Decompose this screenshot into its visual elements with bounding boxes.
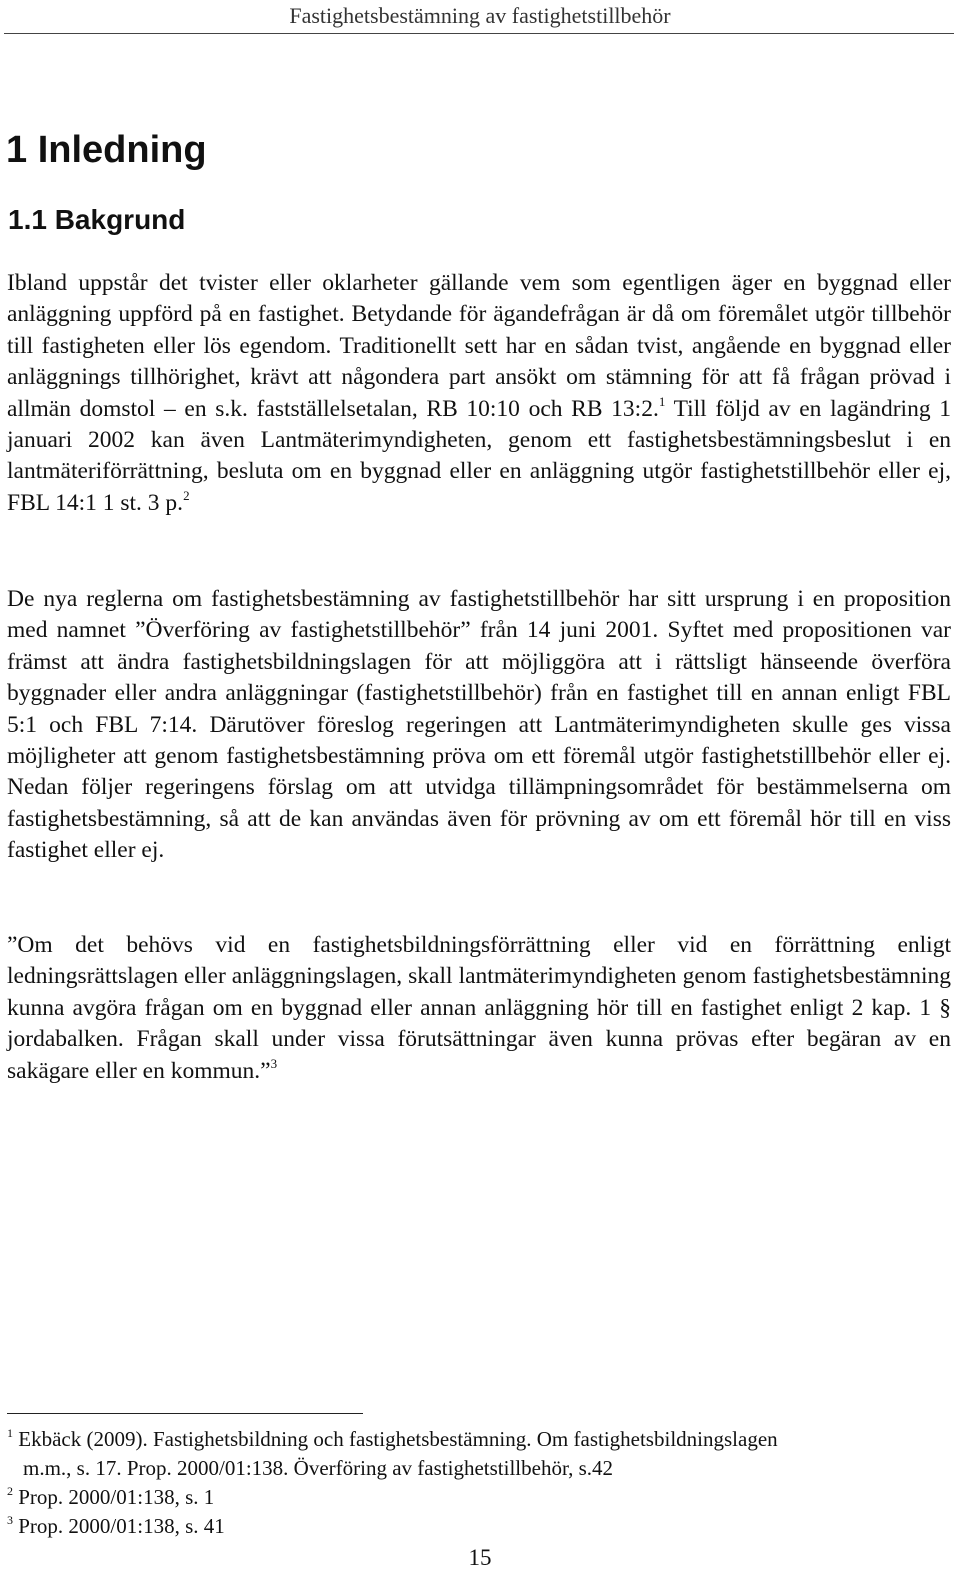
footnote-2 bbox=[7, 1483, 951, 1512]
footnote-ref-1[interactable]: 1 bbox=[658, 393, 666, 409]
section-title: 1.1 Bakgrund bbox=[8, 204, 186, 235]
header-divider bbox=[4, 33, 954, 34]
footnote-3 bbox=[7, 1512, 951, 1541]
footnote-number: 1 bbox=[7, 1426, 13, 1440]
footnote-divider bbox=[7, 1413, 363, 1414]
running-header bbox=[0, 2, 960, 32]
paragraph-background bbox=[7, 268, 951, 519]
footnotes bbox=[7, 1425, 951, 1541]
footnote-ref-3[interactable]: 3 bbox=[270, 1055, 278, 1071]
chapter-title: 1 Inledning bbox=[6, 129, 207, 171]
footnote-1 bbox=[7, 1425, 951, 1454]
footnote-text: Prop. 2000/01:138, s. 1 bbox=[13, 1485, 215, 1509]
quoted-passage bbox=[7, 930, 951, 1087]
quote-text: ”Om det behövs vid en fastighetsbildningsförrättning eller vid en förrättning enligt ledningsrättslagen eller anläggningslagen, skall lantmäterimyndigheten genom fastighetsbestämning kunna avgöra frågan om en byggnad eller annan anläggning hör till en fastighet enligt 2 kap. 1 § jordabalken. Frågan skall under vissa förutsättningar även kunna prövas efter begäran av en sakägare eller en kommun.” bbox=[7, 932, 951, 1084]
footnote-1-continuation bbox=[7, 1454, 951, 1483]
footnote-text: Ekbäck (2009). Fastighetsbildning och fastighetsbestämning. Om fastighetsbildningslagen bbox=[13, 1427, 778, 1451]
paragraph-text: Till följd av en lagändring 1 januari 2002 kan även Lantmäterimyndigheten, genom ett fastighetsbestämningsbeslut i en lantmäteriförrättning, besluta om en byggnad eller en anläggning utgör fastighetstillbehör eller ej, FBL 14:1 1 st. 3 p. bbox=[7, 395, 951, 516]
footnote-text: Prop. 2000/01:138, s. 41 bbox=[13, 1514, 225, 1538]
footnote-ref-2[interactable]: 2 bbox=[183, 487, 190, 503]
paragraph-proposition bbox=[7, 584, 951, 867]
running-header-title: Fastighetsbestämning av fastighetstillbehör bbox=[289, 3, 671, 28]
footnote-text: m.m., s. 17. Prop. 2000/01:138. Överföring av fastighetstillbehör, s.42 bbox=[23, 1456, 614, 1480]
paragraph-text: De nya reglerna om fastighetsbestämning av fastighetstillbehör har sitt ursprung i en proposition med namnet ”Överföring av fastighetstillbehör” från 14 juni 2001. Syftet med propositionen var främst att ändra fastighetsbildningslagen för att möjliggöra att i rättsligt hänseende överföra byggnader eller andra anläggningar (fastighetstillbehör) från en fastighet till en annan enligt FBL 5:1 och FBL 7:14. Därutöver föreslog regeringen att Lantmäterimyndigheten skulle ges vissa möjligheter att genom fastighetsbestämning pröva om ett föremål utgör fastighetstillbehör eller ej. Nedan följer regeringens förslag om att utvidga tillämpningsområdet för bestämmelserna om fastighetsbestämning, så att de kan användas även för prövning av om ett föremål hör till en viss fastighet eller ej. bbox=[7, 586, 951, 864]
page-number: 15 bbox=[468, 1545, 492, 1570]
footnote-number: 3 bbox=[7, 1513, 13, 1527]
footnote-number: 2 bbox=[7, 1484, 13, 1498]
paragraph-text: Ibland uppstår det tvister eller oklarheter gällande vem som egentligen äger en byggnad eller anläggning uppförd på en fastighet. Betydande för ägandefrågan är då om föremålet utgör tillbehör till fastigheten eller lös egendom. Traditionellt sett har en sådan tvist, angående en byggnad eller anläggnings tillhörighet, krävt att någondera part ansökt om stämning för att få frågan prövad i allmän domstol – en s.k. fastställelsetalan, RB 10:10 och RB 13:2. bbox=[7, 270, 951, 422]
